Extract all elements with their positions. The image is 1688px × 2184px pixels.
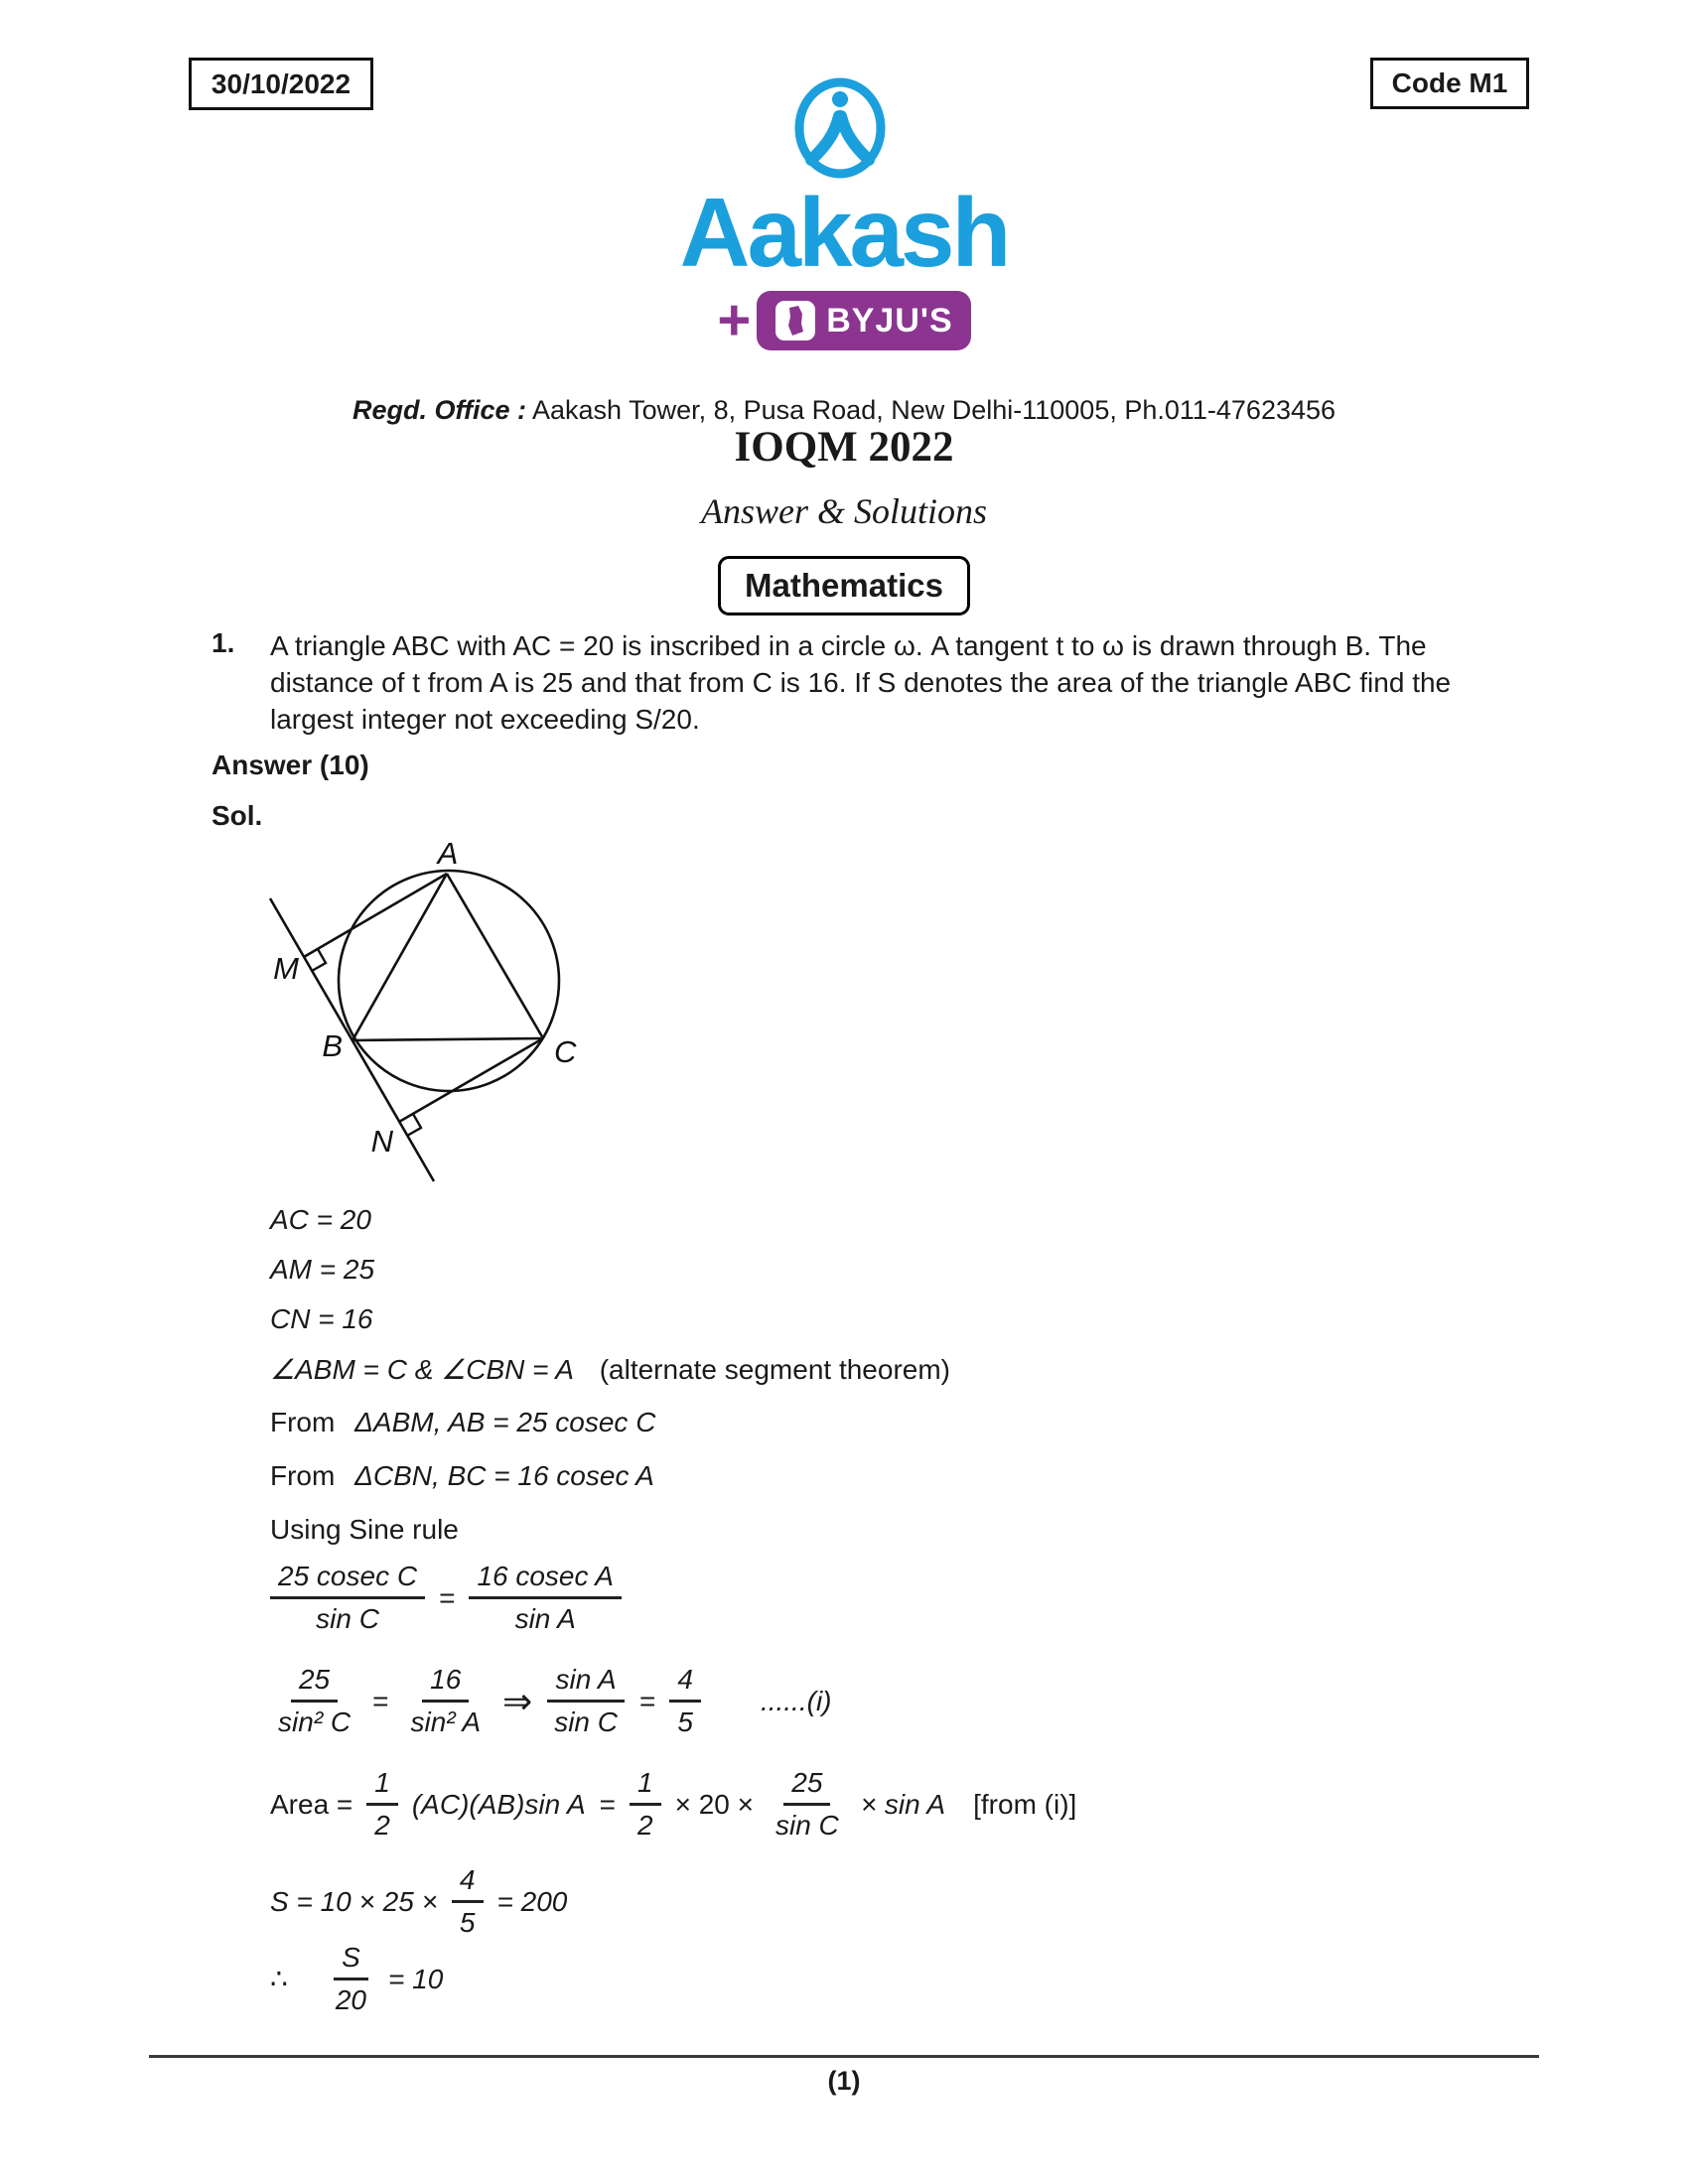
times-20-times: × 20 × xyxy=(674,1788,754,1820)
logo-dot xyxy=(832,91,848,107)
from-word: From xyxy=(270,1460,336,1491)
date-text: 30/10/2022 xyxy=(211,68,352,99)
fraction-25-over-sin2C: $\frac{25}{\text{sin² C}}$ xyxy=(278,1664,352,1737)
angle-equalities: ∠ABM = C & ∠CBN = A xyxy=(270,1354,574,1385)
regd-office-label: Regd. Office : xyxy=(352,395,526,425)
from-abm-math: ΔABM, AB = 25 cosec C xyxy=(354,1407,656,1437)
area-mid-expression: (AC)(AB)sin A xyxy=(411,1788,586,1820)
code-text: Code M1 xyxy=(1391,68,1508,98)
triangle-side-bc xyxy=(352,1038,543,1040)
sol-fraction-line-2 xyxy=(270,1664,831,1738)
sol-final-line xyxy=(270,1942,443,2016)
subject-box: Mathematics xyxy=(718,556,970,615)
therefore-symbol: ∴ xyxy=(270,1964,288,1994)
footer-page-number: (1) xyxy=(827,2066,861,2096)
logo-right-arm xyxy=(841,116,869,160)
vertex-label-c: C xyxy=(554,1034,577,1069)
brand-wordmark: Aakash xyxy=(679,178,1009,287)
equals-10: = 10 xyxy=(387,1963,444,1994)
geometry-diagram xyxy=(238,834,655,1203)
subject-box-wrap xyxy=(0,556,1688,615)
fraction-16cosecA-over-sinA: $\frac{\text{16 cosec A}}{\text{sin A}}$ xyxy=(469,1561,621,1635)
s-expression-prefix: S = 10 × 25 × xyxy=(270,1885,438,1917)
fraction-sinA-over-sinC: $\frac{\text{sin A}}{\text{sin C}}$ xyxy=(546,1664,626,1738)
solution-label: Sol. xyxy=(211,800,263,831)
doc-title: IOQM 2022 xyxy=(734,424,954,471)
equals-sign: = xyxy=(639,1685,656,1716)
answer-label: Answer (10) xyxy=(211,750,369,780)
fraction-1-over-2: $\frac{1}{2}$ xyxy=(366,1767,398,1842)
sol-line-cn: CN = 16 xyxy=(270,1303,373,1334)
fraction-4-over-5: $\frac{4}{5}$ xyxy=(452,1864,484,1939)
area-label: Area = xyxy=(270,1788,353,1820)
vertex-label-a: A xyxy=(437,836,459,871)
from-word: From xyxy=(270,1407,336,1437)
regd-office-line xyxy=(0,395,1688,426)
sol-line-sine-rule: Using Sine rule xyxy=(270,1514,459,1545)
code-box xyxy=(1370,58,1529,109)
sol-line-from-cbn xyxy=(270,1460,654,1492)
perpendicular-am xyxy=(304,874,447,957)
from-cbn-math: ΔCBN, BC = 16 cosec A xyxy=(354,1460,654,1491)
perpendicular-cn xyxy=(399,1038,543,1122)
plus-sign: + xyxy=(717,288,752,352)
equals-sign: = xyxy=(372,1685,389,1716)
from-i-note: [from (i)] xyxy=(973,1788,1077,1820)
implies-arrow: ⇒ xyxy=(502,1680,533,1721)
date-box xyxy=(189,58,373,110)
equals-sign: = xyxy=(439,1581,456,1613)
triangle-side-ac xyxy=(447,874,543,1038)
fraction-25cosecC-over-sinC: $\frac{\text{25 cosec C}}{\text{sin C}}$ xyxy=(270,1561,425,1635)
byjus-row xyxy=(0,288,1688,352)
sol-line-from-abm xyxy=(270,1407,655,1438)
times-sinA: × sin A xyxy=(860,1788,946,1820)
regd-office-text: Aakash Tower, 8, Pusa Road, New Delhi-110005, Ph.011-47623456 xyxy=(525,395,1336,425)
sol-line-am: AM = 25 xyxy=(270,1254,375,1285)
fraction-25-over-sinC: $\frac{25}{\text{sin C}}$ xyxy=(774,1767,839,1841)
byjus-icon xyxy=(774,300,816,341)
s-equals-200: = 200 xyxy=(496,1885,568,1917)
equation-tag-i: ......(i) xyxy=(760,1685,832,1716)
logo-left-arm xyxy=(811,116,839,160)
sol-area-line xyxy=(270,1767,1076,1842)
triangle-side-ab xyxy=(352,874,447,1040)
vertex-label-m: M xyxy=(273,951,299,986)
footer-rule xyxy=(149,2055,1539,2058)
question-number: 1. xyxy=(211,627,235,658)
byjus-text: BYJU'S xyxy=(826,301,953,340)
sol-s-line xyxy=(270,1864,567,1939)
equals-sign: = xyxy=(599,1788,616,1820)
sol-line-angles xyxy=(270,1353,950,1386)
circumcircle xyxy=(339,871,559,1091)
fraction-S-over-20: $\frac{S}{20}$ xyxy=(335,1942,366,2015)
vertex-label-n: N xyxy=(370,1124,393,1159)
doc-subtitle: Answer & Solutions xyxy=(700,491,988,531)
question-text: A triangle ABC with AC = 20 is inscribed in a circle ω. A tangent t to ω is drawn through B. The distance of t from A is 25 and that from C is 16. If S denotes the area of the triangle ABC find the largest integer not exceeding S/20. xyxy=(270,630,1452,735)
fraction-1-over-2: $\frac{1}{2}$ xyxy=(630,1767,661,1842)
sol-line-ac: AC = 20 xyxy=(270,1204,371,1235)
vertex-label-b: B xyxy=(322,1028,343,1063)
angle-theorem-note: (alternate segment theorem) xyxy=(599,1354,950,1385)
byjus-badge xyxy=(757,291,970,350)
sol-fraction-line-1 xyxy=(270,1561,622,1635)
fraction-16-over-sin2A: $\frac{16}{\text{sin² A}}$ xyxy=(410,1664,482,1737)
fraction-4-over-5: $\frac{4}{5}$ xyxy=(669,1664,701,1738)
